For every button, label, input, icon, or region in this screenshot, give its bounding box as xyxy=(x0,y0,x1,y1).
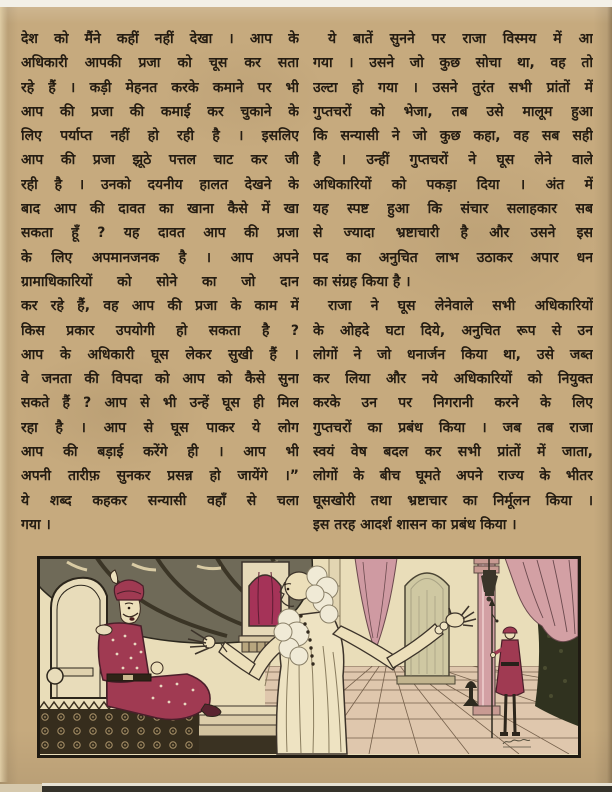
text-line: आप की बड़ाई करेंगे ही । आप भी xyxy=(21,444,299,461)
text-line: स्वयं वेष बदल कर सभी प्रांतों में जाता, xyxy=(313,444,593,461)
text-line: गया । उसने जो कुछ सोचा था, वह तो xyxy=(313,55,593,72)
text-line: रही है । उनको दयनीय हालत देखने के xyxy=(21,176,299,193)
text-line: यह स्पष्ट हुआ कि संचार सलाहकार सब xyxy=(313,201,593,218)
text-line: गया । xyxy=(21,516,51,533)
throne xyxy=(47,578,107,698)
text-line: पद का अनुचित लाभ उठाकर अपार धन xyxy=(313,249,593,266)
text-line: लिए पर्याप्त नहीं हो रही है । इसलिए xyxy=(21,128,299,145)
text-line: ये शब्द कहकर सन्यासी वहाँ से चला xyxy=(21,492,299,509)
text-line: कर लिया और नये अधिकारियों को नियुक्त xyxy=(313,371,593,388)
text-line: के ओहदे घटा दिये, अनुचित रूप से उन xyxy=(313,322,593,339)
text-line: किस प्रकार उपयोगी हो सकता है ? xyxy=(21,322,299,339)
text-line: अपनी तारीफ़ सुनकर प्रसन्न हो जायेंगे ।” xyxy=(21,468,299,485)
text-line: है । उन्हीं गुप्तचरों ने घूस लेने वाले xyxy=(313,152,593,169)
text-line: ग्रामाधिकारियों को सोने का जो दान xyxy=(21,273,299,290)
text-line: देश को मैंने कहीं नहीं देखा । आप के xyxy=(21,31,299,47)
text-line: वे जनता की विपदा को आप को कैसे सुना xyxy=(21,371,299,388)
text-line: रहा है । आप से घूस पाकर ये लोग xyxy=(21,419,299,436)
text-line: ये बातें सुनने पर राजा विस्मय में आ xyxy=(328,31,593,47)
page-top-edge xyxy=(0,0,612,7)
text-line: बाद आप की दावत का खाना कैसे में खा xyxy=(21,201,299,218)
text-line: का संग्रह किया है । xyxy=(313,273,411,290)
text-line: कर रहे हैं, वह आप की प्रजा के काम में xyxy=(21,298,299,315)
text-line: लोगों के बीच घूमते अपने राज्य के भीतर xyxy=(313,468,593,485)
text-line: करके उन पर निगरानी करने के लिए xyxy=(313,395,593,412)
text-line: अधिकारी आपकी प्रजा को चूस कर सता xyxy=(21,55,299,72)
text-line: आप की प्रजा झूठे पत्तल चाट कर जी xyxy=(21,152,299,169)
page-bottom-left-corner xyxy=(0,784,42,792)
text-line: कि सन्यासी ने जो कुछ कहा, वह सब सही xyxy=(313,128,593,145)
window-curtain xyxy=(249,575,281,626)
text-line: आप की प्रजा की कमाई कर चुकाने के xyxy=(21,103,299,120)
text-line: सकते हैं ? आप से भी उन्हें घूस ही मिल xyxy=(21,395,299,412)
text-line: राजा ने घूस लेनेवाले सभी अधिकारियों xyxy=(328,298,593,315)
next-page-shadow xyxy=(42,786,612,792)
text-line: आप के अधिकारी घूस लेकर सुखी हैं । xyxy=(21,346,299,363)
text-line: के लिए अपमानजनक है । आप अपने xyxy=(21,249,299,266)
text-line: गुप्तचरों का प्रबंध किया । जब तब राजा xyxy=(313,419,593,436)
text-line: रहे हैं । कड़ी मेहनत करके कमाने पर भी xyxy=(21,79,299,96)
text-line: से ज्यादा भ्रष्टाचारी है और उसने इस xyxy=(313,225,593,242)
palace-illustration xyxy=(37,556,581,758)
text-line: सकता हूँ ? यह दावत आप की प्रजा xyxy=(21,225,299,242)
text-line: इस तरह आदर्श शासन का प्रबंध किया । xyxy=(313,516,517,533)
page-right-edge xyxy=(607,7,612,784)
text-line: गुप्तचरों को भेजा, तब उसे मालूम हुआ xyxy=(313,103,593,120)
text-line: उल्टा हो गया । उसने तुरंत सभी प्रांतों में xyxy=(313,79,593,96)
text-line: अधिकारियों को पकड़ा दिया । अंत में xyxy=(313,176,593,193)
left-text-column xyxy=(21,27,299,537)
text-line: घूसखोरी तथा भ्रष्टाचार का निर्मूलन किया । xyxy=(313,492,593,509)
right-text-column xyxy=(313,27,593,537)
text-line: लोगों ने जो धनार्जन किया था, उसे जब्त xyxy=(313,346,593,363)
page-left-edge xyxy=(0,7,8,782)
